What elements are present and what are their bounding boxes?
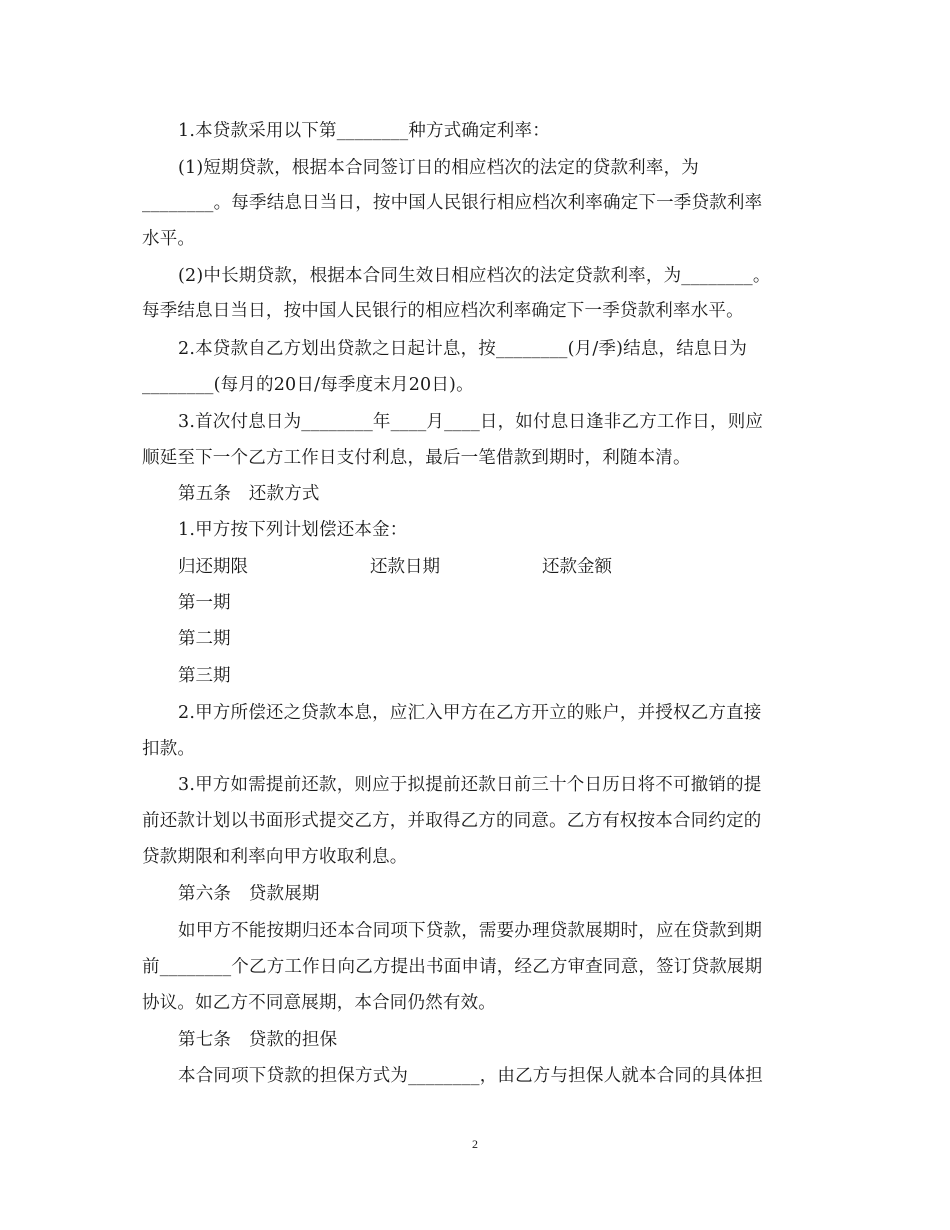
table-header-cell: 还款日期	[370, 557, 440, 577]
paragraph-line: 2.甲方所偿还之贷款本息，应汇入甲方在乙方开立的账户，并授权乙方直接	[178, 703, 762, 723]
paragraph-line: 3.首次付息日为________年____月____日，如付息日逢非乙方工作日，则应	[178, 412, 764, 432]
page-number: 2	[472, 1137, 478, 1151]
paragraph-line: 扣款。	[142, 739, 196, 759]
table-cell: 第三期	[178, 666, 231, 686]
paragraph-line: 1.本贷款采用以下第________种方式确定利率：	[178, 121, 550, 141]
section-heading: 第七条 贷款的担保	[178, 1030, 338, 1050]
paragraph-line: 贷款期限和利率向甲方收取利息。	[142, 847, 408, 867]
paragraph-line: 水平。	[142, 229, 196, 249]
section-heading: 第六条 贷款展期	[178, 884, 320, 904]
paragraph-line: 顺延至下一个乙方工作日支付利息，最后一笔借款到期时，利随本清。	[142, 448, 691, 468]
paragraph-line: 前________个乙方工作日向乙方提出书面申请，经乙方审查同意，签订贷款展期	[142, 957, 763, 977]
repayment-table-row	[178, 628, 778, 650]
repayment-table-row	[178, 665, 778, 687]
paragraph-line: 每季结息日当日，按中国人民银行的相应档次利率确定下一季贷款利率水平。	[142, 301, 744, 321]
table-cell: 第一期	[178, 593, 231, 613]
paragraph-line: 如甲方不能按期归还本合同项下贷款，需要办理贷款展期时，应在贷款到期	[178, 921, 763, 941]
section-heading: 第五条 还款方式	[178, 484, 320, 504]
paragraph-line: (2)中长期贷款，根据本合同生效日相应档次的法定贷款利率，为________。	[178, 266, 771, 286]
paragraph-line: 本合同项下贷款的担保方式为________，由乙方与担保人就本合同的具体担	[178, 1066, 763, 1086]
table-header-cell: 还款金额	[542, 557, 612, 577]
paragraph-line: 协议。如乙方不同意展期，本合同仍然有效。	[142, 993, 496, 1013]
table-cell: 第二期	[178, 629, 231, 649]
repayment-table-row	[178, 592, 778, 614]
paragraph-line: 前还款计划以书面形式提交乙方，并取得乙方的同意。乙方有权按本合同约定的	[142, 811, 762, 831]
paragraph-line: 2.本贷款自乙方划出贷款之日起计息，按________(月/季)结息，结息日为	[178, 339, 748, 359]
paragraph-line: ________(每月的20日/每季度末月20日)。	[142, 375, 474, 395]
paragraph-line: (1)短期贷款，根据本合同签订日的相应档次的法定的贷款利率，为	[178, 158, 699, 178]
table-header-cell: 归还期限	[178, 557, 248, 577]
paragraph-line: ________。每季结息日当日，按中国人民银行相应档次利率确定下一季贷款利率	[142, 193, 763, 213]
paragraph-line: 3.甲方如需提前还款，则应于拟提前还款日前三十个日历日将不可撤销的提	[178, 775, 762, 795]
paragraph-line: 1.甲方按下列计划偿还本金：	[178, 520, 408, 540]
repayment-table-header	[178, 556, 778, 578]
